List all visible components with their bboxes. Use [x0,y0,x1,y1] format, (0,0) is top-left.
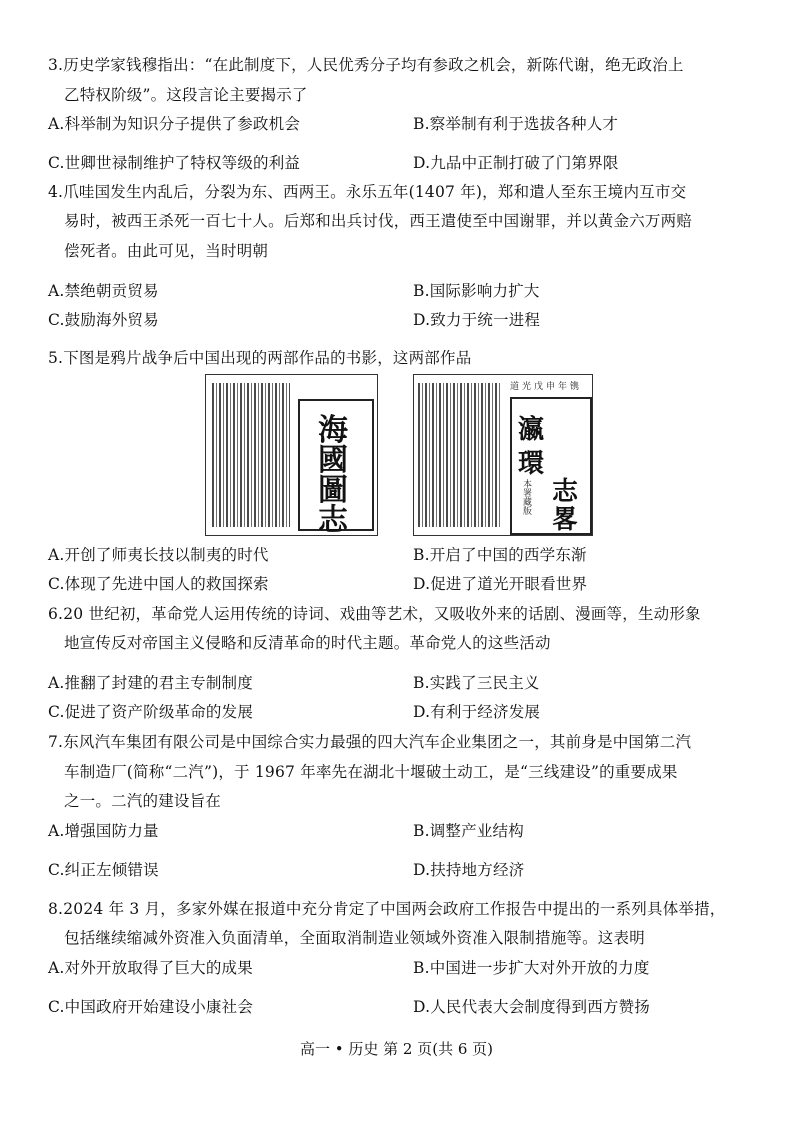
book1-title-char-1: 海 [318,413,348,448]
book-cover-yinghuan-zhilue [413,374,593,536]
q3-stem-text-1: 历史学家钱穆指出：“在此制度下，人民优秀分子均有参政之机会，新陈代谢，绝无政治上 [63,56,684,74]
q3-number: 3. [48,56,64,74]
page-footer: 高一 • 历史 第 2 页(共 6 页) [299,1040,494,1058]
q4-option-d: D.致力于统一进程 [413,311,541,329]
book1-title-char-4: 志 [318,503,348,536]
q6-option-d: D.有利于经济发展 [413,703,541,721]
q7-stem-line-1 [48,731,691,753]
book1-title-char-2: 國 [318,443,348,478]
q3-option-b: B.察举制有利于选拔各种人才 [413,115,619,133]
q7-option-a: A.增强国防力量 [48,822,159,840]
q4-option-b: B.国际影响力扩大 [413,282,540,300]
q8-stem-text-1: 2024 年 3 月，多家外媒在报道中充分肯定了中国两会政府工作报告中提出的一系列具体举措， [63,900,726,918]
q4-option-c: C.鼓励海外贸易 [48,311,159,329]
text-columns-pattern [212,383,290,527]
q5-stem-text-1: 下图是鸦片战争后中国出现的两部作品的书影，这两部作品 [63,349,472,367]
q5-option-c: C.体现了先进中国人的救国探索 [48,575,269,593]
q7-stem-text-1: 东风汽车集团有限公司是中国综合实力最强的四大汽车企业集团之一，其前身是中国第二汽 [63,733,692,751]
q4-stem-line-2: 易时，被西王杀死一百七十人。后郑和出兵讨伐，西王遣使至中国谢罪，并以黄金六万两赔 [64,212,693,230]
book2-title-char-3: 志 [552,477,579,507]
q7-option-b: B.调整产业结构 [413,822,524,840]
q5-number: 5. [48,349,64,367]
q6-stem-line-2: 地宣传反对帝国主义侵略和反清革命的时代主题。革命党人的这些活动 [64,634,551,652]
q3-stem-line-2: 乙特权阶级”。这段言论主要揭示了 [64,86,308,104]
q5-option-d: D.促进了道光开眼看世界 [413,575,588,593]
q3-stem-line-1 [48,54,684,76]
q6-option-c: C.促进了资产阶级革命的发展 [48,703,254,721]
q8-stem-line-2: 包括继续缩减外资准入负面清单，全面取消制造业领域外资准入限制措施等。这表明 [64,929,645,947]
q4-number: 4. [48,183,64,201]
q3-option-d: D.九品中正制打破了门第界限 [413,154,619,172]
q8-option-c: C.中国政府开始建设小康社会 [48,998,254,1016]
q6-stem-text-1: 20 世纪初，革命党人运用传统的诗词、戏曲等艺术，又吸收外来的话剧、漫画等，生动形象 [63,605,701,623]
q3-option-a: A.科举制为知识分子提供了参政机会 [48,115,301,133]
q7-option-c: C.纠正左倾错误 [48,861,159,879]
q7-option-d: D.扶持地方经济 [413,861,525,879]
text-columns-pattern [418,383,502,527]
q8-option-b: B.中国进一步扩大对外开放的力度 [413,959,650,977]
q5-stem-line-1 [48,347,471,369]
q4-stem-text-1: 爪哇国发生内乱后，分裂为东、西两王。永乐五年(1407 年)，郑和遣人至东王境内互市交 [63,183,687,201]
title-frame [298,399,374,536]
q5-option-b: B.开启了中国的西学东渐 [413,546,587,564]
q4-option-a: A.禁绝朝贡贸易 [48,282,159,300]
q8-number: 8. [48,900,64,918]
title-frame [510,397,592,535]
book2-title-char-1: 瀛 [518,415,545,445]
q8-stem-line-1 [48,898,726,920]
q4-stem-line-1 [48,181,686,203]
book2-header: 道光戊申年镌 [510,382,583,392]
q8-option-d: D.人民代表大会制度得到西方赞扬 [413,998,651,1016]
q6-stem-line-1 [48,603,701,625]
book2-side-text: 本署藏版 [521,479,531,515]
q4-stem-line-3: 偿死者。由此可见，当时明朝 [64,242,269,260]
book1-title-char-3: 圖 [318,473,348,508]
q6-option-a: A.推翻了封建的君主专制制度 [48,674,253,692]
q8-option-a: A.对外开放取得了巨大的成果 [48,959,253,977]
q7-stem-line-2: 车制造厂(简称“二汽”)，于 1967 年率先在湖北十堰破土动工，是“三线建设”的重要成果 [64,763,678,781]
q6-option-b: B.实践了三民主义 [413,674,540,692]
q3-option-c: C.世卿世禄制维护了特权等级的利益 [48,154,301,172]
q5-option-a: A.开创了师夷长技以制夷的时代 [48,546,269,564]
book-cover-haiguo-tuzhi [205,374,378,536]
q7-number: 7. [48,733,64,751]
q7-stem-line-3: 之一。二汽的建设旨在 [64,792,222,810]
book2-title-char-2: 環 [518,449,545,479]
q6-number: 6. [48,605,64,623]
book-covers-figure [205,374,593,536]
book2-title-char-4: 畧 [552,505,579,535]
